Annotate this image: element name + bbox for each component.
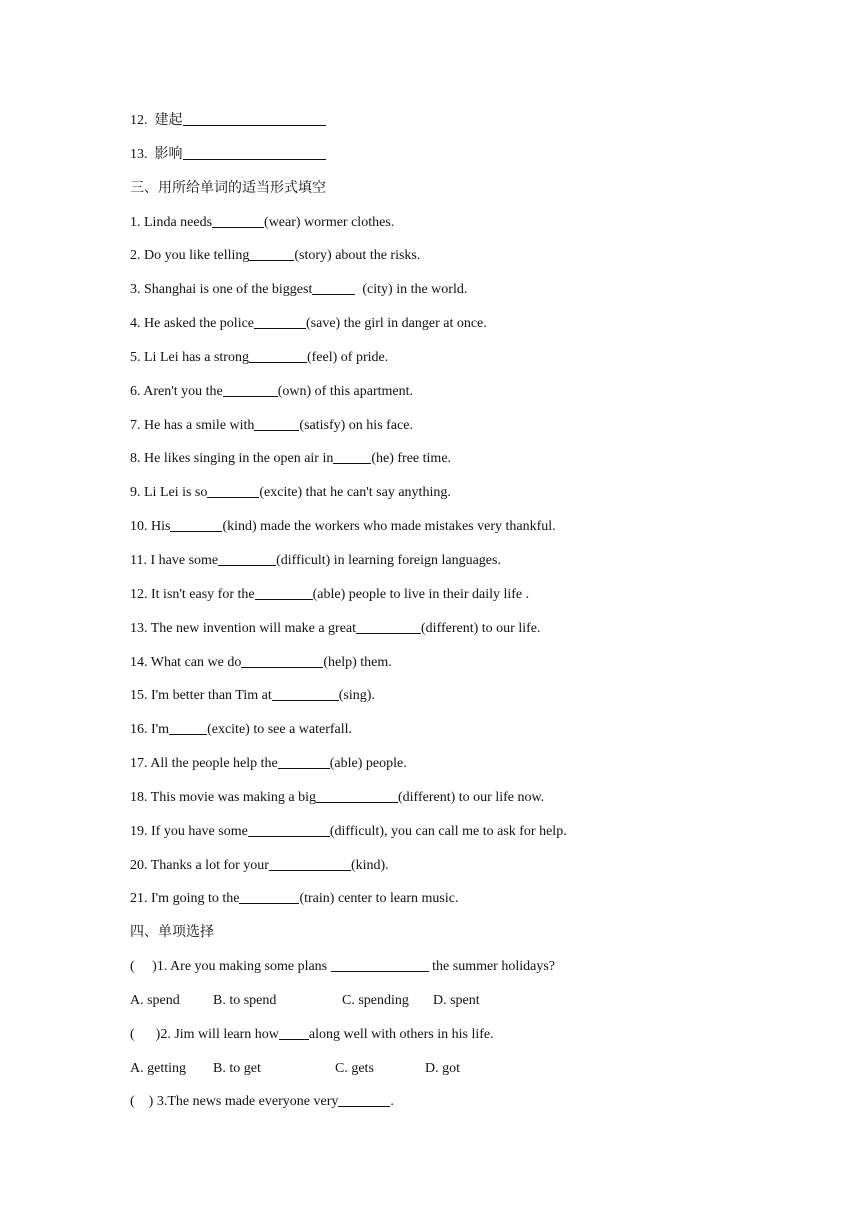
section-heading: 四、单项选择 [130,925,214,941]
option-d: D. got [425,1060,460,1076]
fill-item [130,208,810,242]
option-a: A. spend [130,992,180,1008]
question-text: 16. I'm [130,722,170,738]
question-text: 15. I'm better than Tim at [130,688,272,704]
answer-blank [316,787,398,803]
answer-blank [356,618,421,634]
fill-item [130,411,810,445]
item-number: 13. [130,146,148,162]
answer-blank [218,550,276,566]
answer-blank [249,347,307,363]
fill-item [130,884,810,918]
question-text: 12. It isn't easy for the [130,586,255,602]
fill-item [130,749,810,783]
answer-blank [170,516,222,532]
answer-blank [249,245,294,261]
answer-blank [183,144,326,160]
vocab-item [130,106,810,140]
question-text: the summer holidays? [428,959,556,975]
question-text: 11. I have some [130,552,219,568]
question-hint: (kind). [350,857,389,873]
question-hint: (wear) wormer clothes. [264,214,395,230]
question-text: along well with others in his life. [308,1026,494,1042]
answer-blank [333,448,371,464]
fill-item [130,715,810,749]
question-text: 9. Li Lei is so [130,485,208,501]
fill-item [130,580,810,614]
question-hint: (sing). [338,688,375,704]
question-hint: (different) to our life now. [398,789,545,805]
question-hint: (city) in the world. [355,282,468,298]
question-text: 6. Aren't you the [130,383,223,399]
question-hint: (train) center to learn music. [299,891,459,907]
question-text: 5. Li Lei has a strong [130,349,249,365]
option-d: D. spent [433,992,480,1008]
choice-question [130,1087,810,1121]
vocab-word: 影响 [154,146,183,162]
answer-blank [279,1024,309,1040]
question-text: 20. Thanks a lot for your [130,857,269,873]
question-text: 4. He asked the police [130,316,255,332]
question-text: 17. All the people help the [130,756,278,772]
fill-item [130,817,810,851]
answer-blank [255,584,313,600]
question-hint: (excite) to see a waterfall. [207,722,353,738]
question-hint: (help) them. [323,654,392,670]
question-text: 13. The new invention will make a great [130,620,357,636]
answer-blank [338,1091,390,1107]
answer-blank [272,685,339,701]
question-text: 18. This movie was making a big [130,789,316,805]
question-text: 19. If you have some [130,823,248,839]
answer-blank [223,381,278,397]
fill-item [130,851,810,885]
vocab-word: 建起 [154,113,183,128]
fill-item [130,241,810,275]
fill-item [130,614,810,648]
answer-blank [254,313,306,329]
question-hint: (feel) of pride. [306,349,389,365]
worksheet-page [130,106,810,1121]
fill-item [130,377,810,411]
fill-item [130,478,810,512]
answer-blank [241,652,323,668]
question-hint: (kind) made the workers who made mistakes very thankful. [222,519,556,535]
answer-blank [239,888,299,904]
question-text: 8. He likes singing in the open air in [130,451,334,467]
option-c: C. spending [342,992,409,1008]
item-number: 12. [130,113,148,128]
answer-blank [169,719,207,735]
answer-blank [248,821,330,837]
fill-item [130,309,810,343]
fill-item [130,783,810,817]
question-text: 21. I'm going to the [130,891,240,907]
answer-blank [331,956,429,972]
question-hint: (save) the girl in danger at once. [306,316,487,332]
section-heading: 三、用所给单词的适当形式填空 [130,180,326,196]
question-text: 3. Shanghai is one of the biggest [130,282,313,298]
question-text: 14. What can we do [130,654,242,670]
question-hint: (able) people. [329,756,407,772]
choice-options [130,986,810,1020]
fill-item [130,648,810,682]
question-hint: (difficult) in learning foreign languages. [276,552,501,568]
choice-question [130,952,810,986]
fill-item [130,444,810,478]
question-hint: (excite) that he can't say anything. [259,485,451,501]
question-text: ( ) 3.The news made everyone very [130,1094,339,1110]
question-text: 7. He has a smile with [130,417,255,433]
answer-blank [278,753,330,769]
vocab-item [130,140,810,174]
answer-blank [254,415,299,431]
question-text: 10. His [130,519,171,535]
question-hint: (he) free time. [371,451,452,467]
fill-item [130,512,810,546]
choice-options [130,1054,810,1088]
answer-blank [183,110,326,126]
option-b: B. to get [213,1060,261,1076]
answer-blank [212,212,264,228]
choice-question [130,1020,810,1054]
answer-blank [269,855,351,871]
question-text: ( )2. Jim will learn how [130,1026,279,1042]
question-hint: (difficult), you can call me to ask for help. [329,823,567,839]
question-hint: (different) to our life. [421,620,541,636]
question-text: 2. Do you like telling [130,248,250,264]
question-text: . [390,1094,394,1110]
option-c: C. gets [335,1060,374,1076]
option-b: B. to spend [213,992,277,1008]
answer-blank [207,482,259,498]
fill-item [130,343,810,377]
fill-item [130,546,810,580]
question-hint: (story) about the risks. [294,248,421,264]
question-text: ( )1. Are you making some plans [130,959,331,975]
fill-item [130,275,810,309]
question-hint: (own) of this apartment. [277,383,414,399]
question-text: 1. Linda needs [130,214,213,230]
question-hint: (able) people to live in their daily life . [312,586,530,602]
fill-item [130,681,810,715]
option-a: A. getting [130,1060,186,1076]
answer-blank [312,279,355,295]
question-hint: (satisfy) on his face. [299,417,413,433]
